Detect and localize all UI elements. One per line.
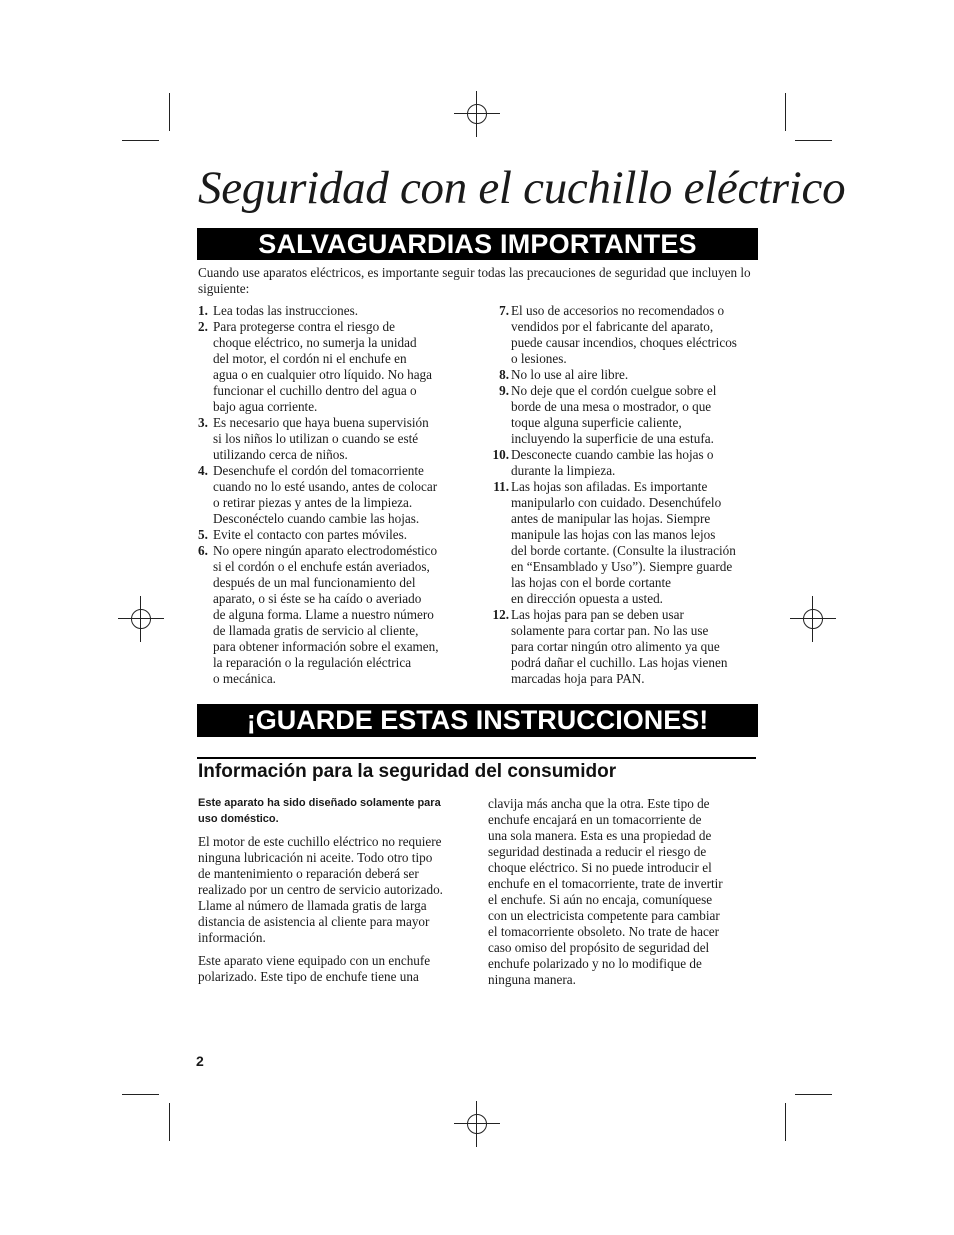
text-line: de mantenimiento o reparación deberá ser [198,866,419,881]
item-text-line: del motor, el cordón ni el enchufe en [213,351,407,366]
item-text-line: si los niños lo utilizan o cuando se esté [213,431,419,446]
text-line: caso omiso del propósito de seguridad del [488,940,710,955]
text-line: enchufe encajará en un tomacorriente de [488,812,702,827]
text-line: ninguna lubricación ni aceite. Todo otro tipo [198,850,433,865]
item-text-line: Lea todas las instrucciones. [213,303,359,318]
text-line: Este aparato viene equipado con un enchufe [198,953,431,968]
safeguard-item [198,527,468,543]
item-text-line: El uso de accesorios no recomendados o [511,303,725,318]
item-text-line: antes de manipular las hojas. Siempre [511,511,711,526]
item-text-line: aparato, o si éste se ha caído o averiado [213,591,422,606]
item-text-line: Desconecte cuando cambie las hojas o [511,447,714,462]
page-title: Seguridad con el cuchillo eléctrico [198,162,846,214]
section-rule [197,757,756,759]
registration-mark-icon [454,91,500,137]
text-line: Este aparato ha sido diseñado solamente para [198,797,441,809]
text-line: Llame al número de llamada gratis de larga [198,898,427,913]
text-line: uso doméstico. [198,813,279,825]
crop-mark [795,140,832,141]
crop-mark [785,93,786,131]
safeguard-item [496,383,764,447]
safeguard-item [198,319,468,415]
polarized-plug-paragraph-start [198,953,468,985]
item-number: 8. [499,367,509,382]
registration-mark-icon [790,596,836,642]
item-number: 5. [198,527,208,542]
crop-mark [122,140,159,141]
maintenance-paragraph [198,834,468,946]
item-text-line: manipule las hojas con las manos lejos [511,527,716,542]
item-text-line: Las hojas son afiladas. Es importante [511,479,708,494]
domestic-use-notice [198,795,463,827]
item-text-line: para obtener información sobre el examen, [213,639,439,654]
item-number: 9. [499,383,509,398]
crop-mark [169,93,170,131]
item-text-line: Evite el contacto con partes móviles. [213,527,408,542]
safeguard-item [198,543,468,687]
safeguard-item [492,607,764,687]
text-line: choque eléctrico. Si no puede introducir el [488,860,712,875]
text-line: el enchufe. Si aún no encaja, comuníquese [488,892,713,907]
text-line: enchufe en el tomacorriente, trate de invertir [488,876,723,891]
item-text-line: del borde cortante. (Consulte la ilustración [511,543,736,558]
item-text-line: solamente para cortar pan. No las use [511,623,709,638]
safeguard-item [496,303,764,367]
safeguards-list-right [492,303,764,687]
item-text-line: vendidos por el fabricante del aparato, [511,319,714,334]
save-instructions-banner: ¡GUARDE ESTAS INSTRUCCIONES! [197,704,758,737]
text-line: el tomacorriente obsoleto. No trate de hacer [488,924,720,939]
item-text-line: o retirar piezas y antes de la limpieza. [213,495,413,510]
crop-mark [169,1103,170,1141]
item-text-line: manipularlo con cuidado. Desenchúfelo [511,495,722,510]
item-text-line: incluyendo la superficie de una estufa. [511,431,714,446]
polarized-plug-paragraph-end [488,796,758,988]
item-text-line: puede causar incendios, choques eléctricos [511,335,737,350]
item-text-line: o mecánica. [213,671,276,686]
item-text-line: utilizando cerca de niños. [213,447,348,462]
safeguard-item [198,415,468,463]
item-text-line: durante la limpieza. [511,463,616,478]
item-number: 12. [492,607,509,622]
item-text-line: Es necesario que haya buena supervisión [213,415,429,430]
text-line: con un electricista competente para cambiar [488,908,720,923]
item-text-line: o lesiones. [511,351,567,366]
item-text-line: de llamada gratis de servicio al cliente, [213,623,419,638]
text-line: realizado por un centro de servicio autorizado. [198,882,443,897]
safeguard-item [493,479,764,607]
safeguards-banner: SALVAGUARDIAS IMPORTANTES [197,228,758,260]
registration-mark-icon [454,1101,500,1147]
crop-mark [785,1103,786,1141]
item-text-line: en “Ensamblado y Uso”). Siempre guarde [511,559,733,574]
text-line: seguridad destinada a reducir el riesgo de [488,844,707,859]
crop-mark [122,1094,159,1095]
item-text-line: las hojas con el borde cortante [511,575,672,590]
item-number: 1. [198,303,208,318]
item-text-line: bajo agua corriente. [213,399,318,414]
item-text-line: podrá dañar el cuchillo. Las hojas vienen [511,655,728,670]
item-text-line: agua o en cualquier otro líquido. No haga [213,367,432,382]
item-text-line: Las hojas para pan se deben usar [511,607,684,622]
item-text-line: la reparación o la regulación eléctrica [213,655,412,670]
text-line: El motor de este cuchillo eléctrico no requiere [198,834,442,849]
item-number: 3. [198,415,208,430]
item-text-line: después de un mal funcionamiento del [213,575,416,590]
item-number: 2. [198,319,208,334]
item-text-line: de alguna forma. Llame a nuestro número [213,607,434,622]
safeguard-item [492,447,764,479]
text-line: una sola manera. Esta es una propiedad de [488,828,712,843]
item-text-line: No deje que el cordón cuelgue sobre el [511,383,717,398]
safeguard-item [496,367,764,383]
item-text-line: Desenchufe el cordón del tomacorriente [213,463,424,478]
item-text-line: cuando no lo esté usando, antes de colocar [213,479,438,494]
safeguards-list-left [198,303,468,687]
text-line: polarizado. Este tipo de enchufe tiene una [198,969,419,984]
item-text-line: marcadas hoja para PAN. [511,671,645,686]
registration-mark-icon [118,596,164,642]
item-text-line: para cortar ningún otro alimento ya que [511,639,720,654]
item-text-line: funcionar el cuchillo dentro del agua o [213,383,417,398]
safeguards-intro: Cuando use aparatos eléctricos, es importante seguir todas las precauciones de seguridad que incluyen lo siguiente: [198,265,751,296]
item-text-line: borde de una mesa o mostrador, o que [511,399,712,414]
item-text-line: Para protegerse contra el riesgo de [213,319,395,334]
consumer-safety-heading: Información para la seguridad del consumidor [198,761,617,782]
item-text-line: No opere ningún aparato electrodoméstico [213,543,438,558]
safeguard-item [198,463,468,527]
item-text-line: si el cordón o el enchufe están averiados, [213,559,430,574]
item-number: 11. [493,479,509,494]
item-text-line: toque alguna superficie caliente, [511,415,682,430]
item-number: 6. [198,543,208,558]
text-line: clavija más ancha que la otra. Este tipo de [488,796,710,811]
text-line: enchufe polarizado y no lo modifique de [488,956,702,971]
item-text-line: en dirección opuesta a usted. [511,591,663,606]
item-number: 10. [492,447,509,462]
page-number: 2 [196,1053,204,1069]
item-number: 7. [499,303,509,318]
crop-mark [795,1094,832,1095]
item-text-line: choque eléctrico, no sumerja la unidad [213,335,417,350]
text-line: distancia de asistencia al cliente para mayor [198,914,430,929]
text-line: información. [198,930,266,945]
safeguard-item [198,303,468,319]
item-text-line: No lo use al aire libre. [511,367,629,382]
text-line: ninguna manera. [488,972,576,987]
item-text-line: Desconéctelo cuando cambie las hojas. [213,511,420,526]
item-number: 4. [198,463,208,478]
